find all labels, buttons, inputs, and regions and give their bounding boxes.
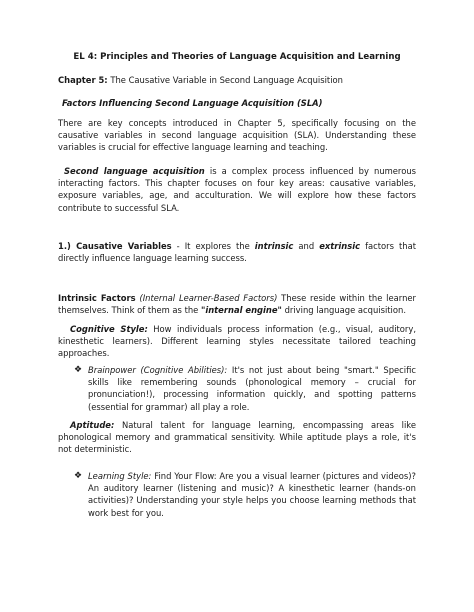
- intrinsic-paragraph: [58, 292, 416, 316]
- learning-style-bullet: [74, 470, 416, 519]
- causative-text-1: - It explores the: [171, 241, 255, 251]
- sla-text: is a complex process influenced by numerous interacting factors. This chapter focuses on four key areas: causative variables, exposure variables, age, and acculturation. We will explore how these factors contribute to successful SLA.: [58, 166, 416, 213]
- cognitive-label: Cognitive Style:: [70, 324, 148, 334]
- document-title: EL 4: Principles and Theories of Language Acquisition and Learning: [73, 52, 401, 62]
- diamond-bullet-icon: ❖: [74, 365, 83, 375]
- causative-text-2: and: [293, 241, 320, 251]
- learning-style-label: Learning Style:: [88, 471, 152, 481]
- aptitude-paragraph: [58, 419, 416, 456]
- extrinsic-word: extrinsic: [319, 241, 361, 251]
- sla-paragraph: [58, 165, 416, 214]
- cognitive-text: How individuals process information (e.g., visual, auditory, kinesthetic learners). Different learning styles necessitate tailored teaching approaches.: [58, 324, 416, 359]
- causative-label: 1.) Causative Variables: [58, 241, 172, 251]
- chapter-line: [58, 74, 343, 86]
- intrinsic-text-1: These reside within the learner themselves. Think of them as the: [58, 293, 416, 316]
- sla-term: Second language acquisition: [64, 166, 205, 176]
- brainpower-text: It's not just about being "smart." Specific skills like remembering sounds (phonological memory – crucial for pronunciation!), processing information quickly, and spotting patterns (essential for grammar) all play a role.: [88, 365, 416, 412]
- brainpower-label: Brainpower (Cognitive Abilities):: [88, 365, 228, 375]
- intro-paragraph: There are key concepts introduced in Chapter 5, specifically focusing on the causative variables in second language acquisition (SLA). Understanding these variables is crucial for effective language learning and teaching.: [58, 118, 416, 153]
- internal-engine-phrase: "internal engine": [200, 305, 282, 316]
- intrinsic-paren: (Internal Learner-Based Factors): [135, 293, 278, 303]
- intrinsic-text-2: driving language acquisition.: [281, 305, 406, 316]
- causative-paragraph: [58, 240, 416, 264]
- intrinsic-word: intrinsic: [254, 241, 294, 251]
- intrinsic-label: Intrinsic Factors: [58, 293, 136, 303]
- aptitude-text: Natural talent for language learning, encompassing areas like phonological memory and grammatical sensitivity. While aptitude plays a role, it's not deterministic.: [58, 420, 416, 455]
- chapter-title: The Causative Variable in Second Language Acquisition: [107, 75, 343, 85]
- section-subheading: Factors Influencing Second Language Acquisition (SLA): [62, 98, 323, 108]
- chapter-label: Chapter 5:: [58, 75, 108, 85]
- learning-style-text: Find Your Flow: Are you a visual learner (pictures and videos)? An auditory learner (listening and music)? A kinesthetic learner (hands-on activities)? Understanding your style helps you choose learning methods that work best for you.: [88, 471, 416, 518]
- causative-text-3: factors that directly influence language learning success.: [58, 241, 417, 264]
- brainpower-bullet: [74, 364, 416, 413]
- cognitive-paragraph: [58, 323, 416, 360]
- diamond-bullet-icon: ❖: [74, 471, 83, 481]
- aptitude-label: Aptitude:: [70, 420, 115, 430]
